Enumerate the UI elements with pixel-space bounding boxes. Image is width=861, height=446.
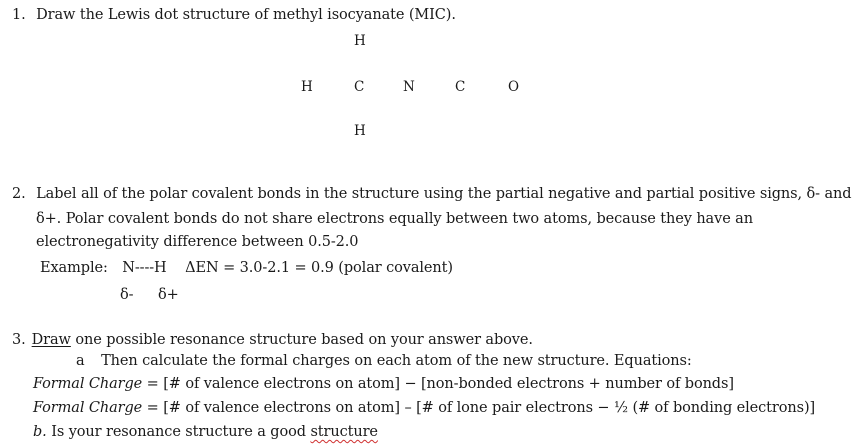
question-2-number: 2. [12,186,26,202]
equation-1-text: = [# of valence electrons on atom] − [non-bonded electrons + number of bonds] [142,376,734,392]
draw-word: Draw [31,332,71,348]
question-2-line-3: electronegativity difference between 0.5-2.0 [36,234,359,250]
equation-1 [33,375,734,393]
example-line [40,259,453,277]
example-label: Example: [40,260,108,276]
atom-h-bottom: H [354,123,366,139]
question-2-line-1 [12,185,851,203]
atom-c-carbonyl: C [455,79,466,95]
atom-c-methyl: C [354,79,365,95]
sub-b-text: Is your resonance structure a good [46,424,311,440]
question-3-text: one possible resonance structure based on your answer above. [70,332,533,348]
question-1 [12,6,456,24]
delta-minus: δ- [120,287,134,303]
atom-h-top: H [354,33,366,49]
question-3-number: 3. [12,332,26,348]
equation-2-text: = [# of valence electrons on atom] – [# of lone pair electrons − ½ (# of bonding electrons)] [142,400,816,416]
sub-a-text: Then calculate the formal charges on each atom of the new structure. Equations: [101,353,692,369]
sub-question-b [33,423,378,441]
sub-question-a [76,352,692,370]
question-1-text: Draw the Lewis dot structure of methyl isocyanate (MIC). [36,7,456,23]
atom-n: N [403,79,415,95]
example-calc: ΔEN = 3.0-2.1 = 0.9 (polar covalent) [185,260,453,276]
sub-b-label: b. [33,424,47,440]
equation-1-label: Formal Charge [33,376,143,392]
sub-a-label: a [76,353,85,369]
equation-2-label: Formal Charge [33,400,143,416]
question-2-text-1: Label all of the polar covalent bonds in the structure using the partial negative and partial positive signs, δ- and [36,186,852,202]
equation-2 [33,399,815,417]
delta-plus: δ+ [158,287,179,303]
question-3-line-1 [12,331,533,349]
question-2-line-2: δ+. Polar covalent bonds do not share electrons equally between two atoms, because they have an [36,211,753,227]
spellcheck-word: structure [310,424,378,440]
atom-o: O [508,79,520,95]
example-bond: N----H [122,260,167,276]
question-1-number: 1. [12,7,26,23]
atom-h-left: H [301,79,313,95]
